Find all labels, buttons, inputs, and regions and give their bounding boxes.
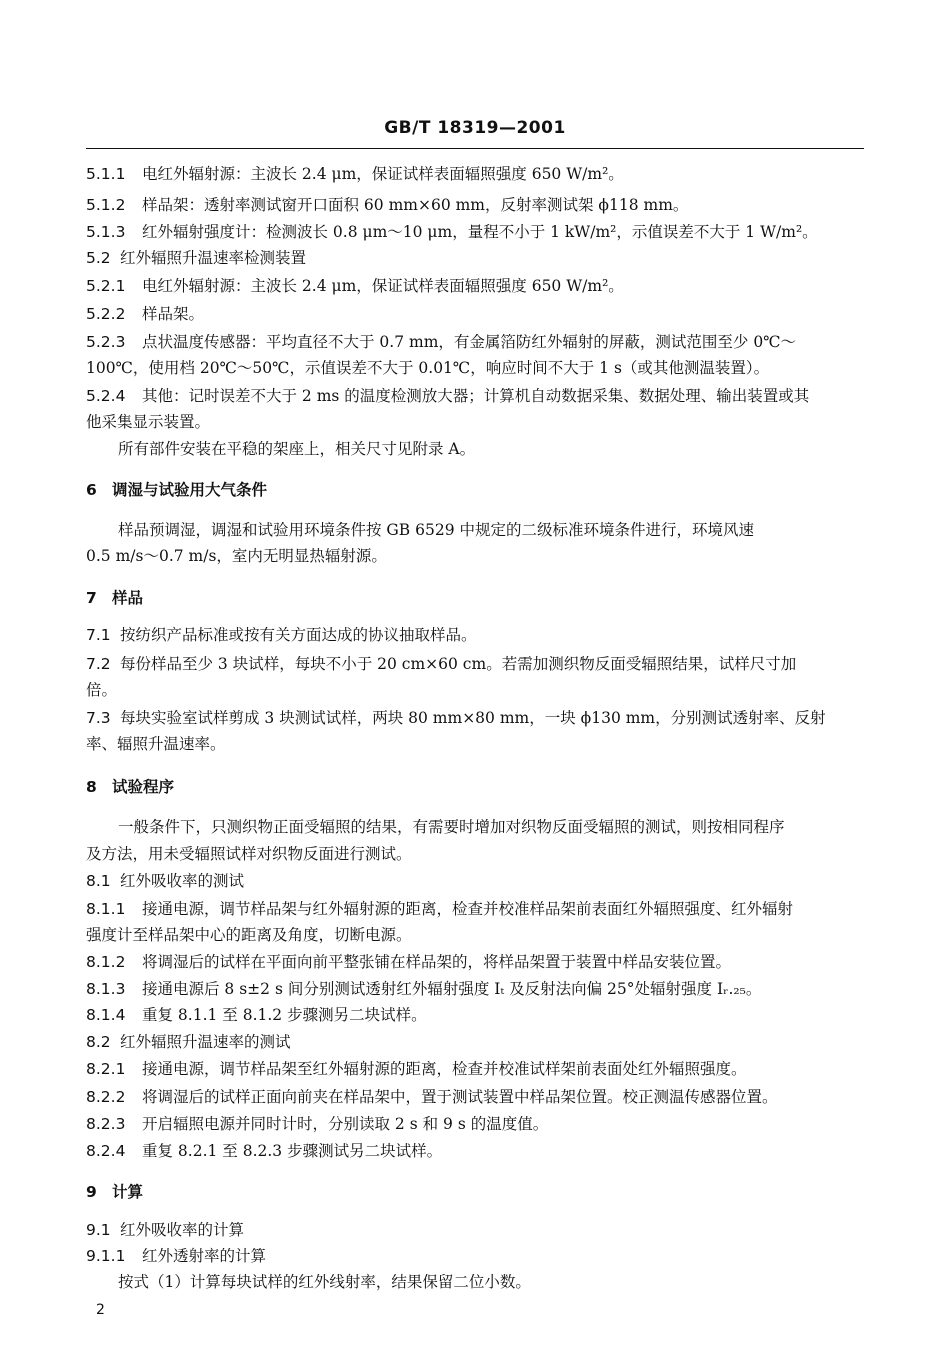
header-rule [86, 148, 864, 149]
paragraph-cont [86, 546, 387, 566]
section-8-heading [86, 777, 174, 797]
standard-header: GB/T 18319—2001 [384, 118, 566, 138]
clause-5-2-4-cont [86, 412, 210, 432]
clause-text: 电红外辐射源：主波长 2.4 μm，保证试样表面辐照强度 650 W/m²。 [142, 277, 624, 295]
clause-number: 9.1.1 [86, 1247, 126, 1265]
clause-number: 8.2.3 [86, 1115, 126, 1133]
clause-number: 5.1.3 [86, 223, 126, 241]
paragraph-text: 0.5 m/s～0.7 m/s，室内无明显热辐射源。 [86, 547, 387, 565]
clause-text: 100℃，使用档 20℃～50℃，示值误差不大于 0.01℃，响应时间不大于 1 s（或其他测温装置）。 [86, 359, 770, 377]
clause-text: 红外辐射强度计：检测波长 0.8 μm～10 μm，量程不小于 1 kW/m²，示值误差不大于 1 W/m²。 [142, 223, 818, 241]
clause-text: 每份样品至少 3 块试样，每块不小于 20 cm×60 cm。若需加测织物反面受辐照结果，试样尺寸加 [120, 655, 797, 673]
clause-number: 5.2.1 [86, 277, 126, 295]
section-title: 试验程序 [112, 778, 175, 796]
clause-number: 5.2.2 [86, 305, 126, 323]
clause-number: 7.3 [86, 709, 111, 727]
clause-5-1-2 [86, 195, 688, 215]
clause-number: 8.2.1 [86, 1060, 126, 1078]
clause-8-2-3 [86, 1114, 548, 1134]
clause-8-2-4 [86, 1141, 442, 1161]
clause-7-2-cont [86, 680, 117, 700]
clause-number: 8.1.2 [86, 953, 126, 971]
clause-text: 将调湿后的试样正面向前夹在样品架中，置于测试装置中样品架位置。校正测温传感器位置。 [142, 1088, 778, 1106]
clause-7-3-cont [86, 734, 226, 754]
clause-text: 电红外辐射源：主波长 2.4 μm，保证试样表面辐照强度 650 W/m²。 [142, 165, 624, 183]
paragraph-text: 按式（1）计算每块试样的红外线射率，结果保留二位小数。 [118, 1273, 531, 1291]
paragraph-text: 样品预调湿，调湿和试验用环境条件按 GB 6529 中规定的二级标准环境条件进行，环境风速 [118, 521, 755, 539]
clause-8-1 [86, 871, 244, 891]
section-number: 7 [86, 589, 97, 607]
clause-number: 8.2 [86, 1033, 111, 1051]
clause-text: 按纺织产品标准或按有关方面达成的协议抽取样品。 [120, 626, 477, 644]
clause-text: 重复 8.1.1 至 8.1.2 步骤测另二块试样。 [142, 1006, 427, 1024]
paragraph-text: 所有部件安装在平稳的架座上，相关尺寸见附录 A。 [118, 440, 476, 458]
clause-7-2 [86, 654, 796, 674]
clause-text: 样品架。 [142, 305, 205, 323]
clause-text: 接通电源，调节样品架与红外辐射源的距离，检查并校准样品架前表面红外辐照强度、红外辐射 [142, 900, 794, 918]
clause-number: 5.1.2 [86, 196, 126, 214]
paragraph-cont [86, 844, 412, 864]
clause-5-2-2 [86, 304, 204, 324]
clause-number: 8.2.4 [86, 1142, 126, 1160]
clause-8-1-4 [86, 1005, 427, 1025]
clause-9-1 [86, 1220, 244, 1240]
section-title: 样品 [112, 589, 144, 607]
paragraph [118, 1272, 531, 1292]
clause-number: 7.2 [86, 655, 111, 673]
clause-text: 样品架：透射率测试窗开口面积 60 mm×60 mm，反射率测试架 ϕ118 mm。 [142, 196, 689, 214]
clause-text: 点状温度传感器：平均直径不大于 0.7 mm，有金属箔防红外辐射的屏蔽，测试范围至少 0℃～ [142, 333, 797, 351]
clause-text: 红外辐照升温速率检测装置 [120, 249, 307, 267]
clause-text: 开启辐照电源并同时计时，分别读取 2 s 和 9 s 的温度值。 [142, 1115, 549, 1133]
clause-8-2 [86, 1032, 291, 1052]
clause-text: 接通电源后 8 s±2 s 间分别测试透射红外辐射强度 Iₜ 及反射法向偏 25°处辐射强度 Iᵣ.₂₅。 [142, 980, 762, 998]
clause-number: 8.1.4 [86, 1006, 126, 1024]
section-title: 调湿与试验用大气条件 [112, 481, 268, 499]
clause-number: 7.1 [86, 626, 111, 644]
clause-8-1-1 [86, 899, 793, 919]
clause-7-3 [86, 708, 826, 728]
clause-text: 其他：记时误差不大于 2 ms 的温度检测放大器；计算机自动数据采集、数据处理、输出装置或其 [142, 387, 810, 405]
clause-number: 5.2.4 [86, 387, 126, 405]
clause-8-1-3 [86, 979, 761, 999]
clause-text: 红外辐照升温速率的测试 [120, 1033, 291, 1051]
paragraph-text: 一般条件下，只测织物正面受辐照的结果，有需要时增加对织物反面受辐照的测试，则按相同程序 [118, 818, 785, 836]
clause-8-1-2 [86, 952, 731, 972]
section-number: 8 [86, 778, 97, 796]
clause-8-2-1 [86, 1059, 747, 1079]
clause-number: 8.1 [86, 872, 111, 890]
clause-5-2 [86, 248, 306, 268]
clause-text: 红外透射率的计算 [142, 1247, 267, 1265]
clause-text: 每块实验室试样剪成 3 块测试试样，两块 80 mm×80 mm，一块 ϕ130 mm，分别测试透射率、反射 [120, 709, 826, 727]
clause-9-1-1 [86, 1246, 266, 1266]
clause-text: 接通电源，调节样品架至红外辐射源的距离，检查并校准试样架前表面处红外辐照强度。 [142, 1060, 747, 1078]
clause-text: 红外吸收率的计算 [120, 1221, 245, 1239]
clause-5-1-1 [86, 164, 624, 184]
clause-8-2-2 [86, 1087, 778, 1107]
clause-text: 重复 8.2.1 至 8.2.3 步骤测试另二块试样。 [142, 1142, 443, 1160]
clause-text: 红外吸收率的测试 [120, 872, 245, 890]
clause-number: 5.1.1 [86, 165, 126, 183]
clause-number: 8.2.2 [86, 1088, 126, 1106]
clause-text: 将调湿后的试样在平面向前平整张铺在样品架的，将样品架置于装置中样品安装位置。 [142, 953, 732, 971]
clause-text: 率、辐照升温速率。 [86, 735, 226, 753]
section-title: 计算 [112, 1183, 144, 1201]
clause-text: 强度计至样品架中心的距离及角度，切断电源。 [86, 926, 412, 944]
clause-5-2-3-cont [86, 358, 769, 378]
section-number: 9 [86, 1183, 97, 1201]
clause-5-2-3 [86, 332, 796, 352]
clause-5-1-3 [86, 222, 818, 242]
clause-number: 5.2 [86, 249, 111, 267]
paragraph [118, 520, 754, 540]
clause-8-1-1-cont [86, 925, 412, 945]
clause-5-2-4 [86, 386, 809, 406]
section-number: 6 [86, 481, 97, 499]
clause-7-1 [86, 625, 477, 645]
clause-5-2-1 [86, 276, 624, 296]
clause-text: 倍。 [86, 681, 118, 699]
paragraph [118, 439, 475, 459]
paragraph [118, 817, 785, 837]
clause-text: 他采集显示装置。 [86, 413, 211, 431]
page-number: 2 [96, 1302, 105, 1318]
clause-number: 5.2.3 [86, 333, 126, 351]
clause-number: 9.1 [86, 1221, 111, 1239]
section-7-heading [86, 588, 143, 608]
section-6-heading [86, 480, 267, 500]
clause-number: 8.1.1 [86, 900, 126, 918]
clause-number: 8.1.3 [86, 980, 126, 998]
paragraph-text: 及方法，用未受辐照试样对织物反面进行测试。 [86, 845, 412, 863]
section-9-heading [86, 1182, 143, 1202]
